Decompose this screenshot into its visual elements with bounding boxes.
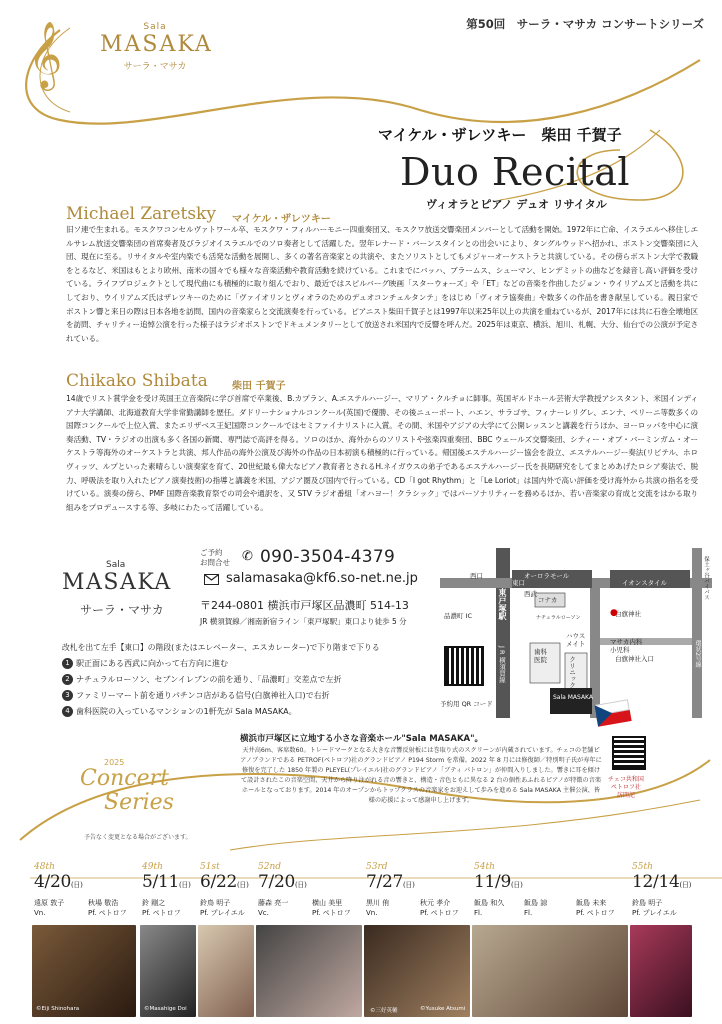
map-clinic: クリニック: [568, 656, 576, 689]
concert-number: 49th: [142, 862, 163, 872]
performer-inst: Pf. プレイエル: [200, 909, 245, 917]
performer-inst: Pf. ペトロフ: [142, 909, 181, 917]
performer-name: 藤森 亮一: [258, 899, 289, 907]
performer-name: 鈴鳥 明子: [200, 899, 231, 907]
step-text: ナチュラルローソン、セブンイレブンの前を通り、「品濃町」交差点で左折: [76, 675, 342, 684]
photo-credit: ©Eiji Shinohara: [36, 1006, 80, 1012]
photo-credit: ©三好英輔: [370, 1008, 398, 1014]
map-aeon: イオンスタイル: [622, 579, 667, 587]
concert-53: [366, 862, 415, 892]
step-number: 4: [62, 706, 73, 717]
petrof-qr-icon[interactable]: [612, 736, 646, 770]
map-west-exit: 西口: [470, 572, 483, 580]
concert-number: 48th: [34, 862, 55, 872]
qr-label: 予約用 QR コード: [440, 700, 493, 708]
performer: [420, 898, 459, 918]
performer-photo: [140, 925, 196, 1017]
map-station: 東戸塚駅: [498, 588, 507, 620]
mail-icon: [204, 574, 219, 585]
map-hodogaya: 保土ヶ谷バイパス: [703, 556, 709, 600]
performer: [474, 898, 504, 918]
step-number: 2: [62, 674, 73, 685]
header-logo: [100, 22, 213, 72]
concert-date: 12/14: [632, 872, 680, 892]
performer-name: 鈴 剛之: [142, 899, 166, 907]
map-house: ハウス メイト: [566, 632, 586, 648]
artist1-name-ja: マイケル・ザレツキー: [232, 214, 331, 225]
step-text: 駅正面にある西武に向かって右方向に進む: [76, 659, 228, 668]
recital-title: Duo Recital: [400, 150, 631, 194]
reservation-label: ご予約 お問合せ: [200, 548, 230, 567]
logo-kana: サーラ・マサカ: [123, 62, 187, 72]
concert-49: [142, 862, 191, 892]
concert-55: [632, 862, 691, 892]
concert-date: 6/22: [200, 872, 237, 892]
performer: [200, 898, 245, 918]
concert-date: 4/20: [34, 872, 71, 892]
access-info: JR 横須賀線／湘南新宿ライン「東戸塚駅」東口より徒歩 5 分: [200, 617, 407, 626]
concert-52: [258, 862, 307, 892]
concert-day: (日): [402, 881, 415, 889]
email-address[interactable]: salamasaka@kf6.so-net.ne.jp: [226, 571, 418, 586]
performer-inst: Pf. ペトロフ: [312, 909, 351, 917]
performer-inst: Pf. ペトロフ: [420, 909, 459, 917]
direction-step: [62, 672, 434, 688]
step-number: 1: [62, 658, 73, 669]
map-mall: オーロラモール: [524, 572, 570, 580]
performer: [88, 898, 127, 918]
concert-number: 53rd: [366, 862, 388, 872]
series-word2: Series: [104, 790, 174, 815]
phone-number[interactable]: 090-3504-4379: [260, 547, 396, 567]
concert-day: (日): [294, 881, 307, 889]
performer-names: マイケル・ザレツキー 柴田 千賀子: [378, 126, 622, 144]
performer-photo: [364, 925, 470, 1017]
map-lawson: ナチュラルローソン: [536, 615, 581, 621]
logo-masaka: MASAKA: [100, 32, 213, 57]
map-konaka: コナカ: [538, 596, 558, 604]
concert-day: (日): [236, 881, 249, 889]
performer: [258, 898, 288, 918]
performer-inst: Vc.: [258, 909, 269, 917]
map-shrine: 白旗神社: [615, 610, 641, 618]
map-ic: 品濃町 IC: [444, 612, 473, 620]
map-venue: Sala MASAKA: [553, 694, 593, 701]
performer-name: 飯島 和久: [474, 899, 505, 907]
artist2-name-ja: 柴田 千賀子: [232, 381, 286, 392]
concert-date: 7/20: [258, 872, 295, 892]
map-east-exit: 東口: [512, 579, 525, 587]
qr-code-icon[interactable]: [444, 646, 484, 686]
performer-inst: Fl.: [524, 909, 533, 917]
artist2-name-en: Chikako Shibata: [66, 371, 208, 391]
concert-day: (日): [679, 881, 692, 889]
map-mall-sub: 西武: [524, 590, 537, 598]
map-pin-icon: ●: [610, 608, 618, 618]
phone-icon: ✆: [242, 549, 253, 564]
map-dental: 歯科 医院: [534, 648, 547, 664]
directions-intro: 改札を出て左手【東口】の階段(またはエレベーター、エスカレーター)で下り階まで下りる: [62, 643, 380, 652]
series-title: 第50回 サーラ・マサカ コンサートシリーズ: [466, 17, 704, 31]
direction-step: [62, 704, 434, 720]
step-text: ファミリーマート前を通りパチンコ店がある信号(白旗神社入口)で右折: [76, 691, 330, 700]
step-text: 歯科医院の入っているマンションの1軒先が Sala MASAKA。: [76, 707, 297, 716]
performer-inst: Pf. ペトロフ: [88, 909, 127, 917]
contact-logo: [62, 560, 192, 618]
performer-photo: [32, 925, 136, 1017]
performer-inst: Vn.: [34, 909, 46, 917]
direction-step: [62, 688, 434, 704]
directions: [62, 640, 434, 720]
concert-number: 51st: [200, 862, 220, 872]
performer: [366, 898, 389, 918]
performer-inst: Pf. プレイエル: [632, 909, 677, 917]
concert-48: [34, 862, 83, 892]
performer-photo: [198, 925, 254, 1017]
performer-photo: [256, 925, 362, 1017]
performer-name: 飯島 諒: [524, 899, 548, 907]
performer-photo: [472, 925, 628, 1017]
access-map: [440, 548, 712, 718]
petrof-badge: チェコ共和国 ペトロフ社 訪問記: [608, 776, 644, 799]
performer: [576, 898, 615, 918]
performer-name: 飯島 未来: [576, 899, 607, 907]
concert-number: 54th: [474, 862, 495, 872]
series-word1: Concert: [80, 766, 169, 791]
performer-name: 遠原 敦子: [34, 899, 65, 907]
performer-photo: [630, 925, 692, 1017]
performer: [142, 898, 181, 918]
concert-date: 5/11: [142, 872, 179, 892]
performer: [312, 898, 351, 918]
map-route1: 環状2号線: [694, 640, 701, 668]
contact-logo-kana: サーラ・マサカ: [80, 603, 164, 617]
performer-inst: Pf. ペトロフ: [576, 909, 615, 917]
contact-logo-masaka: MASAKA: [62, 570, 172, 595]
venue-body: 天井高6m、客席数60。トレードマークとなる大きな音響反射板には巻取り式のスクリーンが内蔵されています。チェコの老舗ピアノブランドである PETROF(ペトロフ)社のグランドピアノ P194 Storm を常備。2022 年 8 月には修復師／特別明子氏が寿年に修復を完了した 1850 年製の PLEYEL(プレイエル)社のグランドピアノ「ブティ パトロン」が仲間入りしました。響きに耳を傾けて設計されたこの音楽空間、天井から降り注がれる音の響きと、構造・音色ともに異なる 2 台の個性あふれるピアノが特徴の音楽ホールとなっております。2014 年のオープンからトップクラスの音楽家をお迎えして歩みを進める Sala MASAKA 主催公演、皆様の応援によって感謝申し上げます。: [240, 747, 602, 804]
series-note: 予告なく変更となる場合がございます。: [84, 834, 192, 841]
performer-name: 黒川 侑: [366, 899, 390, 907]
photo-credit: ©Yusuke Atsumi: [420, 1006, 466, 1012]
recital-subtitle: ヴィオラとピアノ デュオ リサイタル: [426, 198, 607, 211]
map-masaka-hospital: マサカ内科 小児科: [610, 638, 643, 654]
map-jr-line: J R 横須賀線: [498, 646, 506, 683]
concert-51: [200, 862, 249, 892]
concert-day: (日): [510, 881, 523, 889]
artist2-bio: 14歳でリスト賞学金を受け英国王立音楽院に学び首席で卒業後、B.カプラン、A.エステルハージー、マリア・クルチョに師事。英国ギルドホール芸術大学教授アシスタント、米国インディアナ大学講師、北海道教育大学非常勤講師を歴任。ダドリーナショナルコンクール(英国)で優勝、その後ニューポート、ハエン、サラゴサ、フィナーレリグレ、エンナ、ペリーニ等数多くの国際コンクールで上位入賞、またエリザベス王妃国際コンクールではセミファイナリストに入賞。その間、米国やアジアの大学にて公開レッスンと講義を行うほか、ヨーロッパを中心に演奏活動、TV・ラジオの出演も多く各国の新聞、専門誌で高評を得る。ソロのほか、海外からのソリストや弦楽四重奏団、BBC ウェールズ交響楽団、シティー・オブ・バーミンガム・オーケストラ等海外のオーケストラと共演、邦人作品の海外公演及び海外の作品の日本初演も積極的に行っている。帰国後エステルハージー協会を設立、エステルハージー奏法(リビテル、ホロヴィッツ、ルプといった素晴らしい演奏家を育て、20世紀最も偉大なピアノ教育者とされるH.ネイガウスの弟子であるエステルハージー氏を長期研究をしてまとめあげたロシア奏法で、脱力、呼吸法を取り入れたピアノ演奏技術)の指導と講義を米国、アジア圏及び国内で行っている。CD「I got Rhythm」と「Le Loriot」は国内外で高い評価を受け海外から共演の指名を受けている。演奏の傍ら、PMF 国際音楽教育祭での司会や通訳を、又 STV ラジオ番組「オハヨー！クラシック」ではパーソナリティーを務めるほか、若い音楽家の育成と交流をはかる取り組みをプロデュースする等、多岐にわたって活躍している。: [66, 394, 698, 512]
concert-date: 7/27: [366, 872, 403, 892]
performer-inst: Vn.: [366, 909, 378, 917]
concert-54: [474, 862, 523, 892]
performer: [34, 898, 64, 918]
concert-number: 52nd: [258, 862, 282, 872]
artist1-bio: 旧ソ連で生まれる。モスクワコンセルヴァトワール卒、モスクワ・フィルハーモニー四重奏団又、モスクワ放送交響楽団メンバーとして活動を開始。1972年に亡命、イスラエルへ移住しエルサレム放送交響楽団の首席奏者及びラジオイスラエルでのソロ奏者として活躍した。翌年レナード・バーンスタインとの出会いにより、タングルウッドへ招かれ、ボストン交響楽団に入団、現在に至る。リサイタルや室内楽でも活発な活動を展開し、多くの著名音楽家との共演や、またソリストとしてもメジャーオーケストラと共演している。その傍らボストン大学で教職をとるなど、米国はもとより欧州、南米の国々でも様々な音楽活動や教育活動を続けている。これまでにバッハ、ブラームス、シューマン、ヒンデミットの曲などを録音し高い評価を受けている。ライフプロジェクトとして現代曲にも積極的に取り組んでおり、最近ではスピルバーグ映画「スターウォーズ」や「ET」などの音楽を作曲したジョン・ウイリアムズと活動を共にしており、ウイリアムズ氏はザレツキーのために「ヴァイオリンとヴィオラのためのデュオコンチェルタンテ」をはじめ「ヴィオラ協奏曲」や数多くの作品を書き献呈している。親日家でボストン響と来日の際は日本各地を訪問、国内の音楽家らと交流演奏を行っている。ピアニスト柴田千賀子とは1997年以来25年以上の共演を重ねているが、2017年には共に石巻全壊地区を訪問、チャリティー追悼公演を行った様子はラジオボストンでドキュメンタリーとして放送され米国内で反響を呼んだ。2025年は東京、横浜、旭川、札幌、大分、仙台での公演が予定されている。: [66, 225, 698, 343]
step-number: 3: [62, 690, 73, 701]
performer-name: 鈴島 明子: [632, 899, 663, 907]
performer-name: 秋場 敬浩: [88, 899, 119, 907]
concert-day: (日): [70, 881, 83, 889]
performer-name: 横山 美里: [312, 899, 343, 907]
artist1-name-en: Michael Zaretsky: [66, 204, 216, 224]
series-year: 2025: [104, 758, 125, 767]
concert-day: (日): [178, 881, 191, 889]
performer: [524, 898, 547, 918]
logo-sala: Sala: [143, 22, 167, 32]
treble-clef-icon: 𝄞: [28, 20, 63, 88]
address: 〒244-0801 横浜市戸塚区品濃町 514-13: [200, 599, 409, 612]
concert-date: 11/9: [474, 872, 511, 892]
direction-step: [62, 656, 434, 672]
performer: [632, 898, 677, 918]
concert-number: 55th: [632, 862, 653, 872]
performer-inst: Fl.: [474, 909, 483, 917]
map-shrine-entrance: 白旗神社入口: [615, 655, 654, 663]
photo-credit: ©Masahige Doi: [144, 1006, 187, 1012]
performer-name: 秋元 孝介: [420, 899, 451, 907]
contact-logo-sala: Sala: [106, 560, 126, 570]
venue-heading: 横浜市戸塚区に立地する小さな音楽ホール"Sala MASAKA"。: [240, 734, 484, 744]
